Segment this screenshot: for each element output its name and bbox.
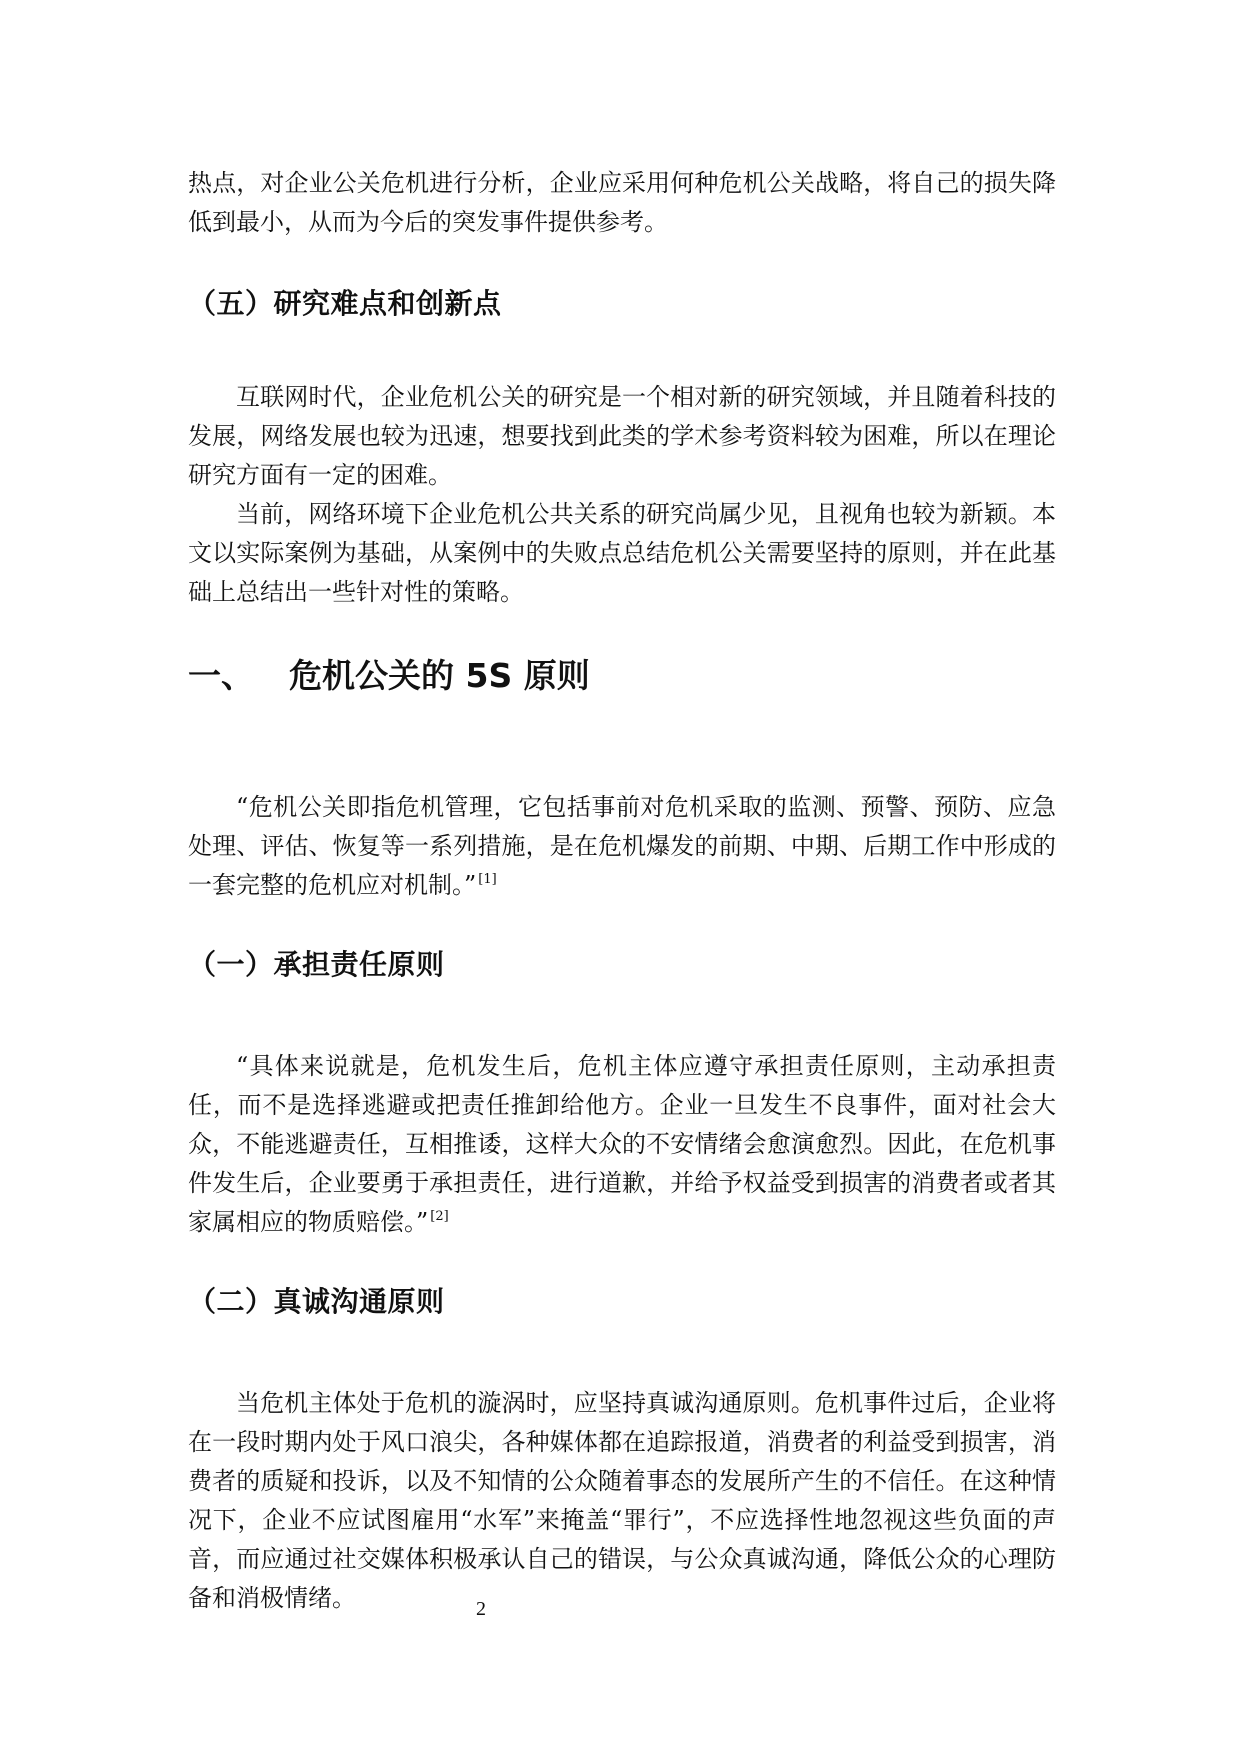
- chapter-heading: [188, 654, 1056, 698]
- section-heading-research-difficulties: （五）研究难点和创新点: [188, 287, 502, 320]
- responsibility-quote-text: “具体来说就是，危机发生后，危机主体应遵守承担责任原则，主动承担责任，而不是选择逃避或把责任推卸给他方。企业一旦发生不良事件，面对社会大众，不能逃避责任，互相推诿，这样大众的不安情绪会愈演愈烈。因此，在危机事件发生后，企业要勇于承担责任，进行道歉，并给予权益受到损害的消费者或者其家属相应的物质赔偿。”: [188, 1052, 1056, 1236]
- responsibility-quote: [188, 1047, 1056, 1242]
- chapter-number: 一、: [188, 656, 254, 695]
- definition-quote-text: “危机公关即指危机管理，它包括事前对危机采取的监测、预警、预防、应急处理、评估、恢复等一系列措施，是在危机爆发的前期、中期、后期工作中形成的一套完整的危机应对机制。”: [188, 793, 1056, 899]
- page-content: [188, 164, 1056, 1618]
- subsection-heading-communication: （二）真诚沟通原则: [188, 1285, 445, 1318]
- communication-paragraph: 当危机主体处于危机的漩涡时，应坚持真诚沟通原则。危机事件过后，企业将在一段时期内处于风口浪尖，各种媒体都在追踪报道，消费者的利益受到损害，消费者的质疑和投诉，以及不知情的公众随着事态的发展所产生的不信任。在这种情况下，企业不应试图雇用“水军”来掩盖“罪行”，不应选择性地忽视这些负面的声音，而应通过社交媒体积极承认自己的错误，与公众真诚沟通，降低公众的心理防备和消极情绪。: [188, 1389, 1056, 1612]
- definition-quote: [188, 788, 1056, 905]
- citation-ref-2: [2]: [430, 1209, 449, 1224]
- subsection-heading-responsibility: （一）承担责任原则: [188, 948, 445, 981]
- section-paragraph-1: 互联网时代，企业危机公关的研究是一个相对新的研究领域，并且随着科技的发展，网络发展也较为迅速，想要找到此类的学术参考资料较为困难，所以在理论研究方面有一定的困难。: [188, 383, 1056, 489]
- page-number: 2: [476, 1598, 486, 1620]
- chapter-title: 危机公关的 5S 原则: [289, 656, 590, 695]
- section-paragraph-2: 当前，网络环境下企业危机公共关系的研究尚属少见，且视角也较为新颖。本文以实际案例为基础，从案例中的失败点总结危机公关需要坚持的原则，并在此基础上总结出一些针对性的策略。: [188, 500, 1056, 606]
- intro-paragraph: 热点，对企业公关危机进行分析，企业应采用何种危机公关战略，将自己的损失降低到最小，从而为今后的突发事件提供参考。: [188, 169, 1056, 236]
- citation-ref-1: [1]: [478, 872, 497, 887]
